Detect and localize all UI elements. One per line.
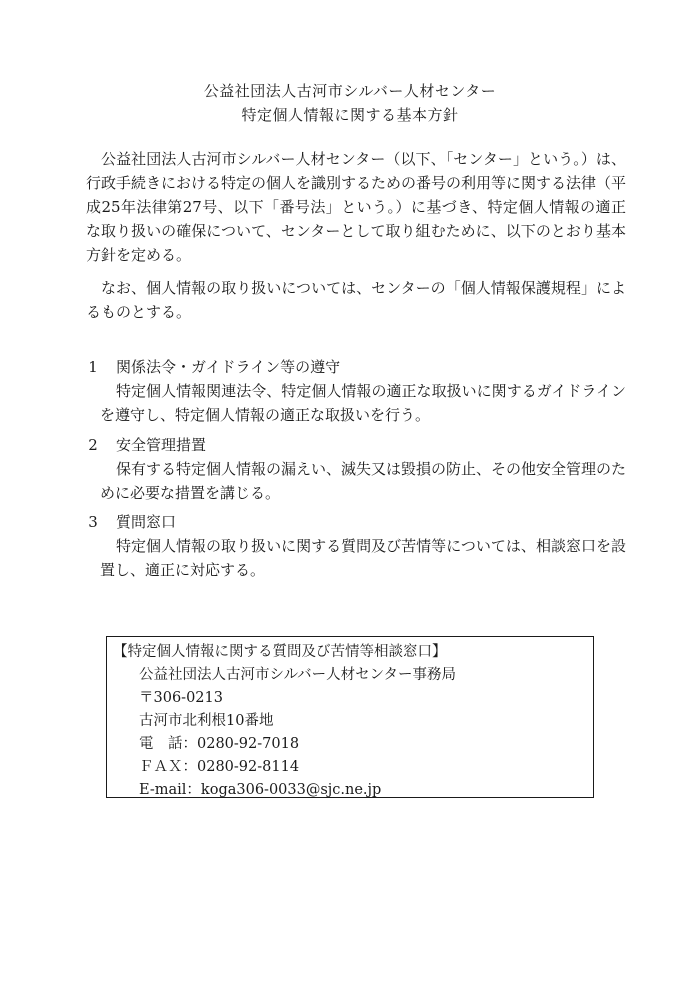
contact-email: E-mail：koga306-0033@sjc.ne.jp [139,782,382,798]
section-body: 特定個人情報の取り扱いに関する質問及び苦情等については、相談窓口を設置し、適正に対応する。 [100,537,626,579]
intro-paragraph [86,147,626,267]
contact-postal-code: 〒306-0213 [139,690,223,706]
section-heading [86,355,626,379]
section-heading [86,510,626,534]
section-heading [86,433,626,457]
section-security-measures [86,433,626,505]
section-number: 2 [88,436,98,454]
section-title: 質問窓口 [116,513,177,531]
section-body: 保有する特定個人情報の漏えい、滅失又は毀損の防止、その他安全管理のために必要な措置を講じる。 [100,460,627,502]
note-paragraph [86,276,626,324]
contact-phone: 電 話：0280-92-7018 [139,736,300,752]
section-number: 1 [88,358,98,376]
intro-text: 公益社団法人古河市シルバー人材センター（以下、「センター」という。）は、行政手続きにおける特定の個人を識別するための番号の利用等に関する法律（平成25年法律第27号、以下「番号法」という。）に基づき、特定個人情報の適正な取り扱いの確保について、センターとして取り組むために、以下のとおり基本方針を定める。 [86,150,627,264]
contact-heading: 【特定個人情報に関する質問及び苦情等相談窓口】 [113,644,447,660]
contact-box [106,636,594,798]
section-body: 特定個人情報関連法令、特定個人情報の適正な取扱いに関するガイドラインを遵守し、特定個人情報の適正な取扱いを行う。 [100,382,626,424]
document-title-organization: 公益社団法人古河市シルバー人材センター [203,82,497,100]
section-title: 安全管理措置 [116,436,207,454]
section-title: 関係法令・ガイドライン等の遵守 [116,358,341,376]
section-number: 3 [88,513,98,531]
note-text: なお、個人情報の取り扱いについては、センターの「個人情報保護規程」によるものとする。 [86,279,626,321]
contact-fax: ＦＡＸ：0280-92-8114 [139,759,300,775]
contact-office: 公益社団法人古河市シルバー人材センター事務局 [139,667,457,683]
document-title-policy: 特定個人情報に関する基本方針 [241,106,459,124]
section-compliance [86,355,626,427]
contact-address: 古河市北利根10番地 [139,713,274,729]
section-inquiry-desk [86,510,626,582]
